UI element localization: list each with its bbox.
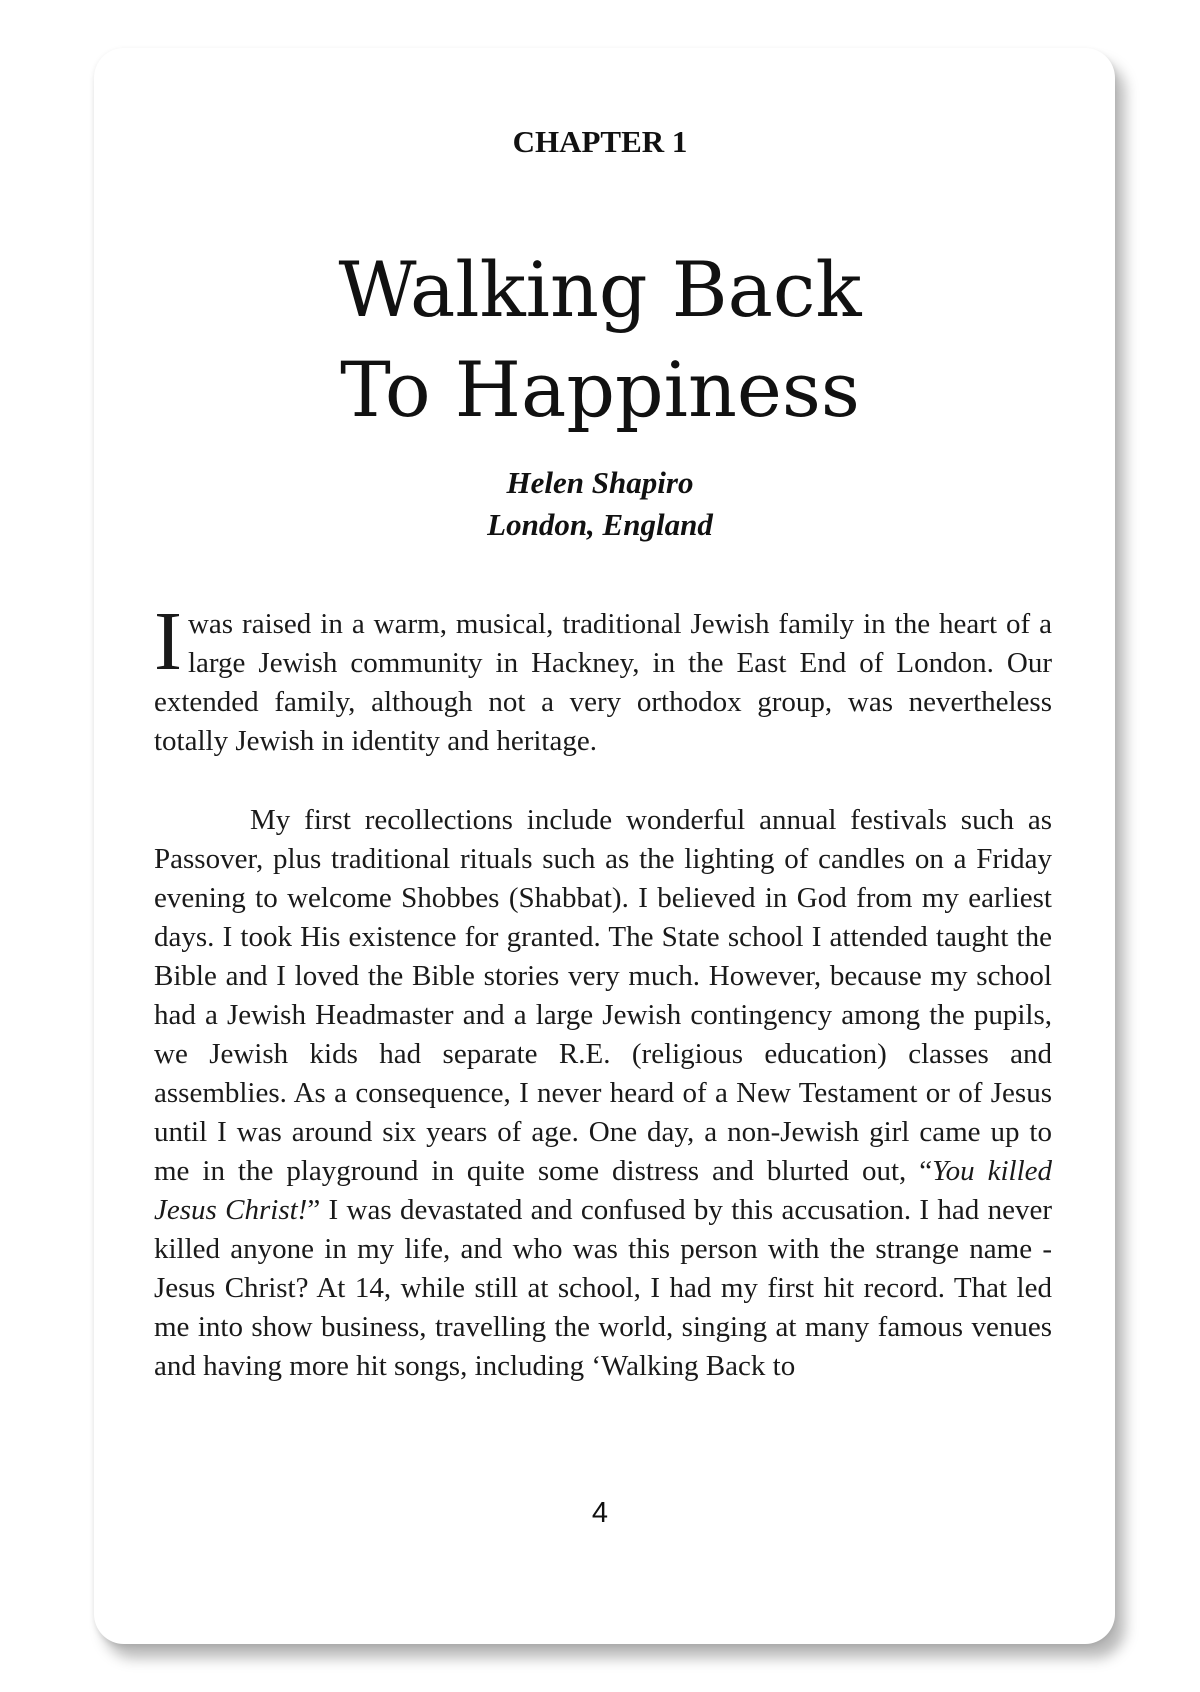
paragraph-1-text: was raised in a warm, musical, traditional Jewish family in the heart of a large Jewish community in Hackney, in the East End of London. Our extended family, although not a very orthodox group, was nevertheless totally Jewish in identity and heritage. [154,608,1052,757]
chapter-title-line-1: Walking Back [338,245,862,334]
byline [0,462,1200,546]
quoted-speech: You killed Jesus Christ! [154,1155,1052,1226]
chapter-title [0,240,1200,440]
paragraph-2-text-end: ” I was devastated and confused by this accusation. I had never killed anyone in my life, and who was this person with the strange name - Jesus Christ? At 14, while still at school, I had my first hit record. That led me into show business, travelling the world, singing at many famous venues and having more hit songs, including ‘Walking Back to [154,1194,1053,1382]
chapter-label: CHAPTER 1 [512,124,688,159]
chapter-title-line-2: To Happiness [340,345,860,434]
author-name: Helen Shapiro [506,465,694,500]
chapter-body [154,595,1053,1386]
paragraph-1 [154,595,1052,761]
page-number: 4 [591,1497,609,1529]
author-location: London, England [487,507,713,542]
paragraph-2-text-start: My first recollections include wonderful annual festivals such as Passover, plus traditional rituals such as the lighting of candles on a Friday evening to welcome Shobbes (Shabbat). I believed in God from my earliest days. I took His existence for granted. The State school I attended taught the Bible and I loved the Bible stories very much. However, because my school had a Jewish Headmaster and a large Jewish contingency among the pupils, we Jewish kids had separate R.E. (religious education) classes and assemblies. As a consequence, I never heard of a New Testament or of Jesus until I was around six years of age. One day, a non-Jewish girl came up to me in the playground in quite some distress and blurted out, “ [154,804,1052,1187]
drop-cap: I [154,595,182,688]
paragraph-2 [154,801,1052,1386]
